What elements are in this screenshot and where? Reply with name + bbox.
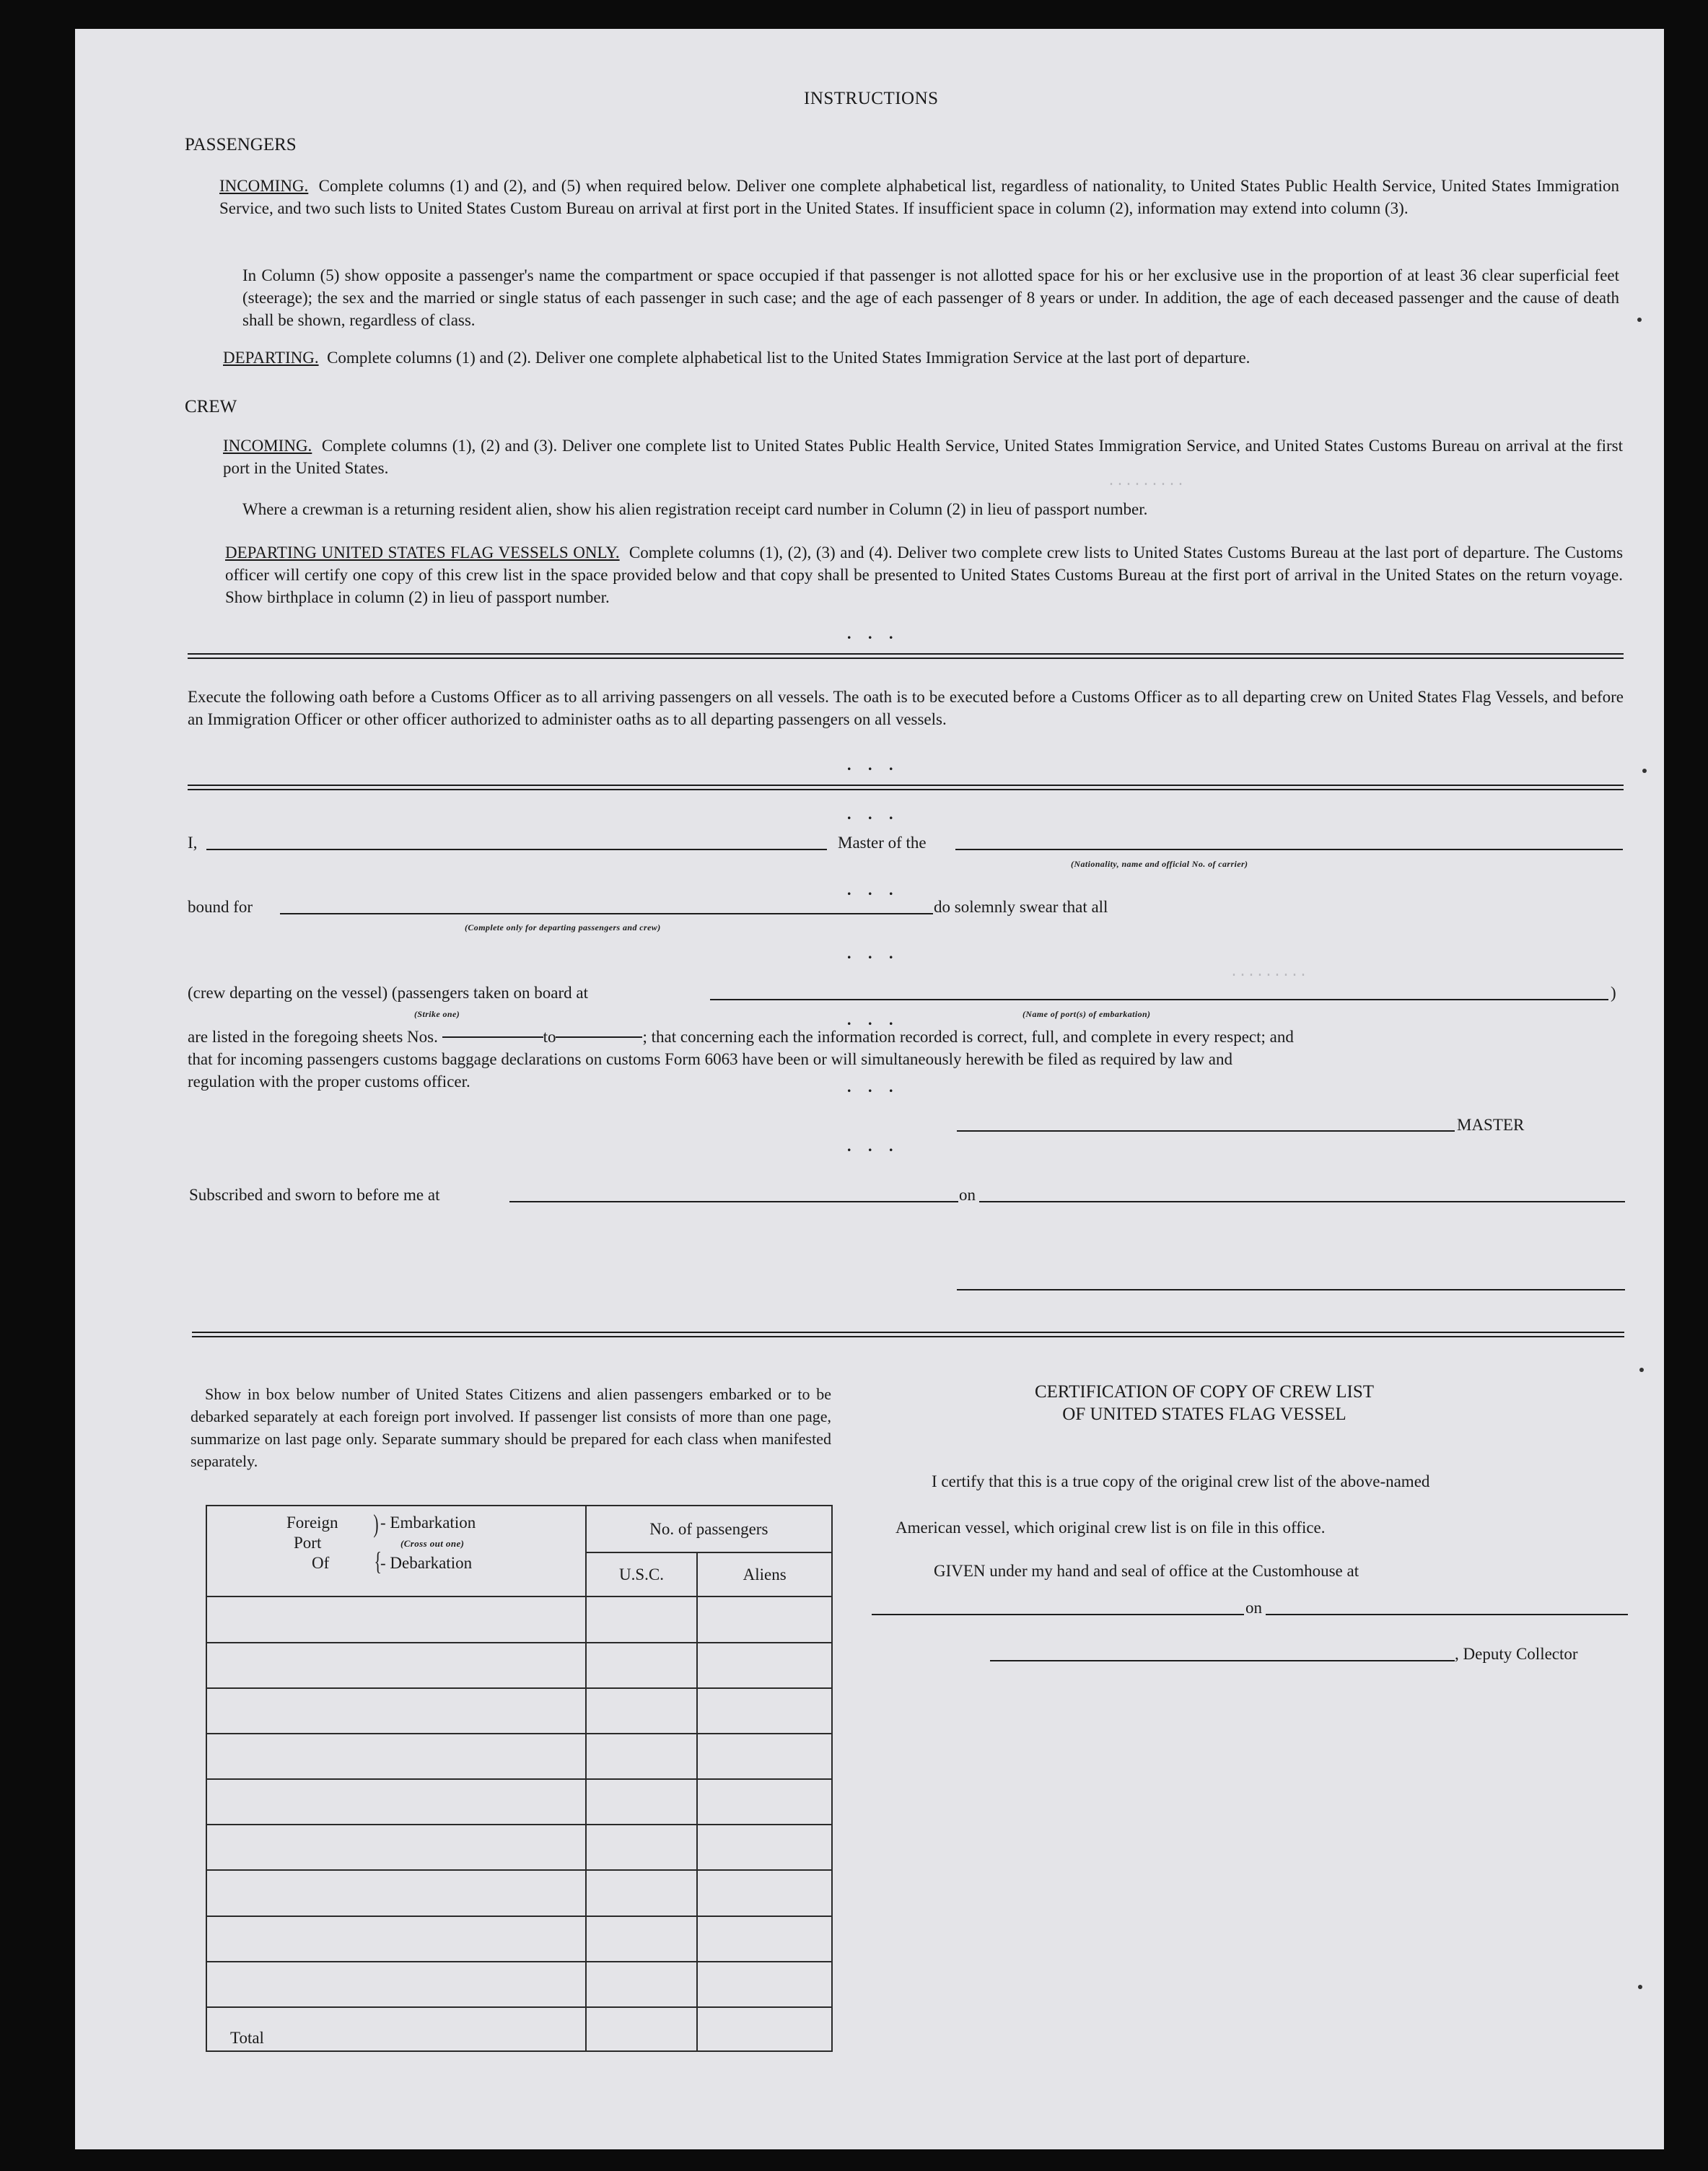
crew-heading: CREW <box>185 397 237 416</box>
section-divider <box>188 785 1624 790</box>
section-divider <box>188 653 1624 659</box>
passengers-departing-text: Complete columns (1) and (2). Deliver one complete alphabetical list to the United States Immigration Service at the last port of departure. <box>327 349 1251 367</box>
port-hint: (Name of port(s) of embarkation) <box>1022 1009 1151 1019</box>
passengers-incoming-label: INCOMING. <box>219 177 309 195</box>
ellipsis: . . . <box>847 881 900 899</box>
master-name-field[interactable] <box>206 849 827 850</box>
section-divider <box>192 1332 1624 1337</box>
solemnly-swear-text: do solemnly swear that all <box>934 898 1108 916</box>
master-label: MASTER <box>1457 1116 1525 1134</box>
passengers-departing <box>223 346 1623 369</box>
crew-departing-label: DEPARTING UNITED STATES FLAG VESSELS ONLY. <box>225 543 620 562</box>
sheet-to-field[interactable] <box>556 1036 642 1038</box>
port-cell[interactable] <box>206 1688 586 1734</box>
bleed-through: ········· <box>1230 967 1308 984</box>
crew-incoming-label: INCOMING. <box>223 437 312 455</box>
brace-bottom-icon: { <box>374 1547 382 1576</box>
usc-cell[interactable] <box>586 1825 698 1870</box>
sworn-place-field[interactable] <box>509 1201 958 1202</box>
aliens-cell[interactable] <box>697 1962 832 2007</box>
aliens-cell[interactable] <box>697 1688 832 1734</box>
aliens-total-cell[interactable] <box>697 2007 832 2051</box>
aliens-cell[interactable] <box>697 1779 832 1825</box>
listed-line-3: regulation with the proper customs officer. <box>188 1073 470 1091</box>
brace-top-icon: ) <box>373 1509 379 1538</box>
margin-mark <box>1639 1368 1644 1372</box>
deputy-collector-label: , Deputy Collector <box>1455 1645 1578 1663</box>
ellipsis: . . . <box>847 805 900 823</box>
cert-on-label: on <box>1245 1599 1262 1617</box>
cross-out-hint: (Cross out one) <box>400 1538 465 1549</box>
crew-incoming-text: Complete columns (1), (2) and (3). Deliver one complete list to United States Public Health Service, United States Immigration Service, and United States Customs Bureau on arrival at the first port in the United States. <box>223 437 1623 477</box>
passengers-incoming-text: Complete columns (1) and (2), and (5) when required below. Deliver one complete alphabetical list, regardless of nationality, to United States Public Health Service, United States Immigration Service, and two such lists to United States Custom Bureau on arrival at first port in the United States. If insufficient space in column (2), information may extend into column (3). <box>219 177 1620 217</box>
oath-intro: Execute the following oath before a Customs Officer as to all arriving passengers on all vessels. The oath is to be executed before a Customs Officer as to all departing crew on United States Flag Vessels, and before an Immigration Officer or other officer authorized to administer oaths as to all departing passengers on all vessels. <box>188 688 1624 728</box>
nationality-hint: (Nationality, name and official No. of carrier) <box>1071 859 1248 869</box>
strike-one-hint: (Strike one) <box>414 1009 460 1019</box>
bound-for-label: bound for <box>188 898 253 916</box>
ellipsis: . . . <box>847 1137 900 1155</box>
usc-cell[interactable] <box>586 1643 698 1688</box>
sworn-on-label: on <box>959 1186 976 1204</box>
port-cell[interactable] <box>206 1916 586 1962</box>
aliens-cell[interactable] <box>697 1870 832 1916</box>
total-label: Total <box>206 2007 586 2051</box>
crew-departing-oath: (crew departing on the vessel) (passengers taken on board at <box>188 984 588 1002</box>
port-cell[interactable] <box>206 1643 586 1688</box>
ellipsis: . . . <box>847 944 900 962</box>
bleed-through: ········· <box>1107 476 1186 493</box>
deputy-signature-field[interactable] <box>990 1660 1455 1661</box>
margin-mark <box>1637 318 1642 322</box>
usc-cell[interactable] <box>586 1962 698 2007</box>
crew-departing <box>225 541 1623 608</box>
usc-cell[interactable] <box>586 1916 698 1962</box>
port-cell[interactable] <box>206 1779 586 1825</box>
passenger-summary-table <box>206 1505 833 2052</box>
usc-cell[interactable] <box>586 1688 698 1734</box>
crew-incoming <box>223 434 1623 479</box>
ellipsis: . . . <box>847 1010 900 1028</box>
usc-cell[interactable] <box>586 1596 698 1642</box>
passengers-incoming <box>219 175 1619 219</box>
port-cell[interactable] <box>206 1734 586 1779</box>
given-text: GIVEN under my hand and seal of office at the Customhouse at <box>934 1562 1359 1580</box>
usc-header: U.S.C. <box>586 1552 698 1596</box>
subscribed-label: Subscribed and sworn to before me at <box>189 1186 440 1204</box>
port-label: Port <box>294 1534 322 1552</box>
usc-total-cell[interactable] <box>586 2007 698 2051</box>
foreign-port-header <box>206 1506 586 1596</box>
embarkation-option[interactable]: - Embarkation <box>380 1513 476 1532</box>
aliens-cell[interactable] <box>697 1825 832 1870</box>
margin-mark <box>1638 1985 1642 1989</box>
close-paren: ) <box>1611 984 1616 1002</box>
cert-date-field[interactable] <box>1266 1614 1628 1615</box>
ellipsis: . . . <box>847 1078 900 1096</box>
usc-cell[interactable] <box>586 1870 698 1916</box>
sworn-date-field[interactable] <box>979 1201 1625 1202</box>
carrier-field[interactable] <box>955 849 1623 850</box>
certification-title-line2: OF UNITED STATES FLAG VESSEL <box>1062 1405 1346 1424</box>
oath-i-label: I, <box>188 834 198 852</box>
listed-line-2: that for incoming passengers customs baggage declarations on customs Form 6063 have been or will simultaneously herewith be filed as required by law and <box>188 1050 1233 1068</box>
listed-text-b: ; that concerning each the information recorded is correct, full, and complete in every respect; and <box>642 1028 1294 1046</box>
certification-title <box>937 1381 1471 1425</box>
embarkation-port-field[interactable] <box>710 999 1608 1000</box>
port-cell[interactable] <box>206 1870 586 1916</box>
listed-to: to <box>543 1028 556 1046</box>
master-of-the-label: Master of the <box>838 834 927 852</box>
usc-cell[interactable] <box>586 1779 698 1825</box>
bound-hint: (Complete only for departing passengers and crew) <box>465 922 661 932</box>
ellipsis: . . . <box>847 624 900 642</box>
port-cell[interactable] <box>206 1962 586 2007</box>
crew-departing-text: Complete columns (1), (2), (3) and (4). Deliver two complete crew lists to United States Customs Bureau at the last port of departure. The Customs officer will certify one copy of this crew list in the space provided below and that copy shall be presented to United States Customs Bureau at the first port of arrival in the United States on the return voyage. Show birthplace in column (2) in lieu of passport number. <box>225 543 1624 606</box>
document-page <box>75 29 1664 2149</box>
usc-cell[interactable] <box>586 1734 698 1779</box>
listed-line-1 <box>188 1026 1624 1048</box>
passengers-heading: PASSENGERS <box>185 135 297 154</box>
foreign-label: Foreign <box>286 1513 338 1532</box>
no-of-passengers-header: No. of passengers <box>586 1506 832 1552</box>
aliens-header: Aliens <box>697 1552 832 1596</box>
certification-title-line1: CERTIFICATION OF COPY OF CREW LIST <box>1034 1382 1375 1402</box>
aliens-cell[interactable] <box>697 1596 832 1642</box>
ellipsis: . . . <box>847 756 900 774</box>
sheet-from-field[interactable] <box>442 1036 543 1038</box>
passengers-departing-label: DEPARTING. <box>223 349 319 367</box>
summary-instructions: Show in box below number of United States Citizens and alien passengers embarked or to be debarked separately at each foreign port involved. If passenger list consists of more than one page, summarize on last page only. Separate summary should be prepared for each class when manifested separately. <box>190 1385 831 1470</box>
aliens-cell[interactable] <box>697 1734 832 1779</box>
officer-signature-field[interactable] <box>957 1289 1625 1290</box>
listed-text-a: are listed in the foregoing sheets Nos. <box>188 1028 438 1046</box>
debarkation-option[interactable]: - Debarkation <box>380 1554 473 1572</box>
margin-mark <box>1642 769 1647 773</box>
of-label: Of <box>312 1554 330 1572</box>
master-signature-field[interactable] <box>957 1130 1455 1132</box>
bound-for-field[interactable] <box>280 913 933 914</box>
crew-resident-paragraph: Where a crewman is a returning resident alien, show his alien registration receipt card number in Column (2) in lieu of passport number. <box>242 500 1148 518</box>
port-cell[interactable] <box>206 1596 586 1642</box>
aliens-cell[interactable] <box>697 1643 832 1688</box>
column5-paragraph: In Column (5) show opposite a passenger's name the compartment or space occupied if that passenger is not allotted space for his or her exclusive use in the proportion of at least 36 clear superficial feet (steerage); the sex and the married or single status of each passenger in such case; and the age of each passenger of 8 years or under. In addition, the age of each deceased passenger and the cause of death shall be shown, regardless of class. <box>242 266 1619 329</box>
certify-text-b: American vessel, which original crew list is on file in this office. <box>895 1519 1326 1537</box>
page-title: INSTRUCTIONS <box>804 89 939 108</box>
port-cell[interactable] <box>206 1825 586 1870</box>
customhouse-field[interactable] <box>872 1614 1244 1615</box>
certify-text-a: I certify that this is a true copy of the original crew list of the above-named <box>932 1472 1430 1490</box>
aliens-cell[interactable] <box>697 1916 832 1962</box>
